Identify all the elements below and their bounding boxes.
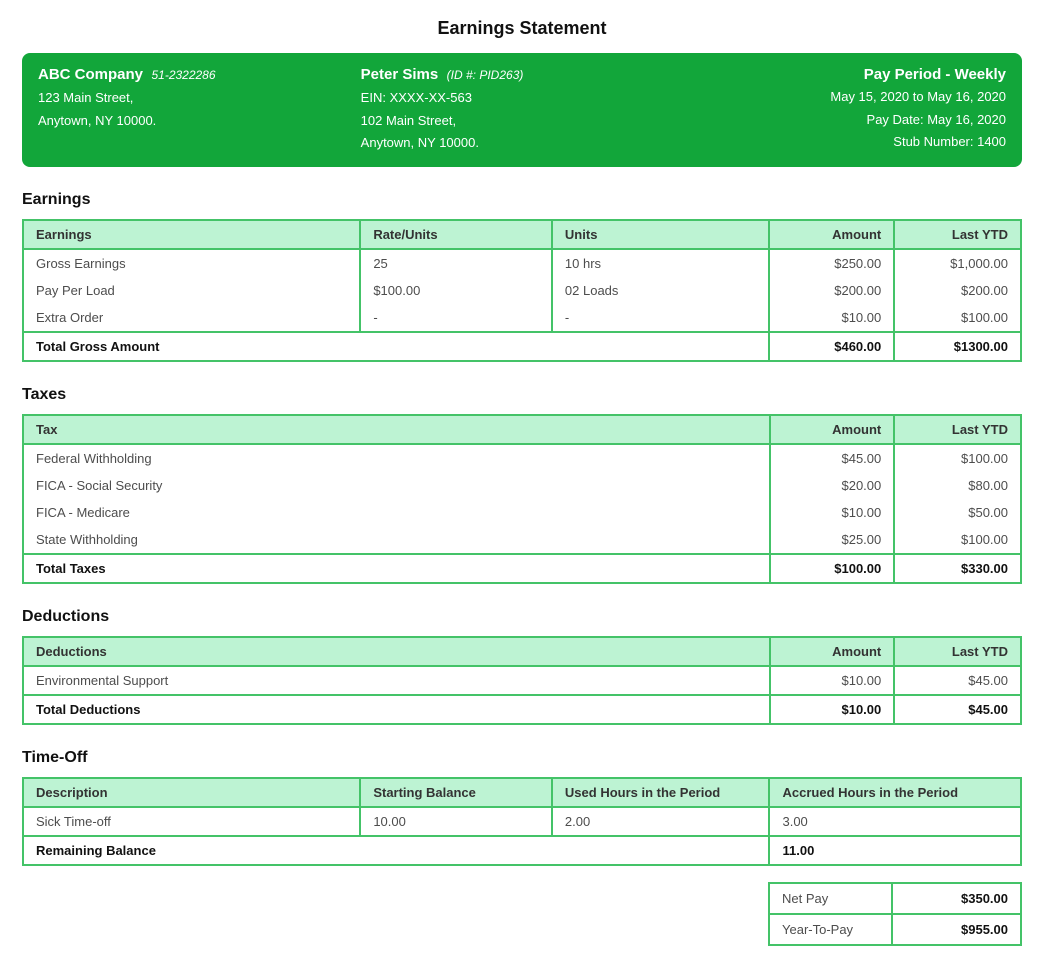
earnings-header-row (23, 220, 1021, 249)
column-header: Amount (770, 637, 895, 666)
tax-name: FICA - Social Security (36, 477, 163, 493)
earning-amount: $250.00 (769, 249, 894, 277)
time-off-used-hours: 2.00 (552, 807, 770, 836)
time-off-section-title: Time-Off (22, 748, 88, 766)
earning-last-ytd: $1,000.00 (894, 249, 1021, 277)
earnings-section-title: Earnings (22, 190, 91, 208)
total-amount: $10.00 (770, 695, 895, 724)
column-header: Last YTD (894, 637, 1021, 666)
employee-info (361, 66, 684, 152)
table-row (23, 499, 1021, 526)
earning-amount: $200.00 (769, 277, 894, 304)
earning-last-ytd: $100.00 (894, 304, 1021, 332)
total-label: Remaining Balance (23, 836, 769, 865)
column-header: Deductions (23, 637, 770, 666)
company-address-line1: 123 Main Street, (38, 90, 134, 105)
tax-last-ytd: $100.00 (894, 526, 1021, 554)
deductions-section (22, 608, 1022, 725)
deductions-header-row (23, 637, 1021, 666)
tax-name: Federal Withholding (36, 450, 152, 466)
table-row (23, 444, 1021, 472)
earning-amount: $10.00 (769, 304, 894, 332)
column-header: Last YTD (894, 220, 1021, 249)
statement-header-band (22, 53, 1022, 167)
earning-units: 02 Loads (552, 277, 770, 304)
tax-last-ytd: $100.00 (894, 444, 1021, 472)
stub-number: Stub Number: 1400 (893, 134, 1007, 150)
time-off-header-row (23, 778, 1021, 807)
remaining-balance-value: 11.00 (769, 836, 1021, 865)
table-row (23, 807, 1021, 836)
column-header: Starting Balance (360, 778, 552, 807)
employee-address-line2: Anytown, NY 10000. (360, 135, 479, 151)
page-title: Earnings Statement (437, 18, 607, 38)
time-off-table (22, 777, 1022, 866)
deductions-table (22, 636, 1022, 725)
earning-rate: - (360, 304, 552, 332)
earnings-section (22, 191, 1022, 362)
taxes-section-title: Taxes (22, 385, 67, 403)
table-row (23, 304, 1021, 332)
total-last-ytd: $1300.00 (894, 332, 1021, 361)
taxes-table (22, 414, 1022, 584)
deductions-section-title: Deductions (22, 607, 110, 625)
tax-name: FICA - Medicare (36, 504, 130, 520)
company-info (38, 66, 361, 152)
total-last-ytd: $330.00 (894, 554, 1021, 583)
total-row (23, 836, 1021, 865)
year-to-pay-label: Year-To-Pay (769, 914, 892, 945)
deduction-last-ytd: $45.00 (894, 666, 1021, 695)
total-label: Total Gross Amount (23, 332, 769, 361)
earning-name: Gross Earnings (36, 255, 126, 271)
pay-date: Pay Date: May 16, 2020 (866, 111, 1007, 127)
column-header: Amount (770, 415, 895, 444)
net-pay-value: $350.00 (892, 883, 1021, 914)
pay-period-info (683, 66, 1006, 152)
deduction-amount: $10.00 (770, 666, 895, 695)
column-header: Amount (769, 220, 894, 249)
company-tax-id: 51-2322286 (151, 68, 216, 82)
earning-name: Pay Per Load (36, 282, 115, 298)
total-amount: $460.00 (769, 332, 894, 361)
column-header: Used Hours in the Period (552, 778, 770, 807)
employee-name: Peter Sims (360, 66, 439, 83)
total-label: Total Deductions (23, 695, 770, 724)
net-pay-label: Net Pay (769, 883, 892, 914)
earning-units: - (552, 304, 770, 332)
column-header: Accrued Hours in the Period (769, 778, 1021, 807)
earning-name: Extra Order (36, 309, 104, 325)
employee-ein: EIN: XXXX-XX-563 (360, 90, 472, 105)
employee-address-line1: 102 Main Street, (360, 112, 457, 128)
deduction-name: Environmental Support (36, 672, 169, 688)
table-row (23, 472, 1021, 499)
table-row (23, 666, 1021, 695)
table-row (769, 914, 1021, 945)
total-row (23, 695, 1021, 724)
table-row (769, 883, 1021, 914)
pay-period-title: Pay Period - Weekly (863, 66, 1007, 83)
time-off-description: Sick Time-off (36, 813, 111, 829)
earning-rate: 25 (360, 249, 552, 277)
column-header: Rate/Units (360, 220, 552, 249)
tax-amount: $25.00 (770, 526, 895, 554)
total-amount: $100.00 (770, 554, 895, 583)
earning-units: 10 hrs (552, 249, 770, 277)
pay-period-range: May 15, 2020 to May 16, 2020 (830, 89, 1007, 104)
tax-last-ytd: $80.00 (894, 472, 1021, 499)
table-row (23, 526, 1021, 554)
tax-amount: $10.00 (770, 499, 895, 526)
year-to-pay-value: $955.00 (892, 914, 1021, 945)
column-header: Earnings (23, 220, 360, 249)
employee-title-row (361, 66, 684, 84)
tax-amount: $45.00 (770, 444, 895, 472)
tax-name: State Withholding (36, 531, 138, 547)
taxes-section (22, 386, 1022, 584)
taxes-header-row (23, 415, 1021, 444)
time-off-accrued-hours: 3.00 (769, 807, 1021, 836)
column-header: Description (23, 778, 360, 807)
total-last-ytd: $45.00 (894, 695, 1021, 724)
earnings-table (22, 219, 1022, 362)
earning-rate: $100.00 (360, 277, 552, 304)
tax-last-ytd: $50.00 (894, 499, 1021, 526)
column-header: Tax (23, 415, 770, 444)
employee-id: (ID #: PID263) (446, 68, 524, 82)
earning-last-ytd: $200.00 (894, 277, 1021, 304)
net-pay-summary (22, 882, 1022, 946)
column-header: Units (552, 220, 770, 249)
total-row (23, 554, 1021, 583)
column-header: Last YTD (894, 415, 1021, 444)
total-label: Total Taxes (23, 554, 770, 583)
time-off-section (22, 749, 1022, 866)
table-row (23, 249, 1021, 277)
total-row (23, 332, 1021, 361)
company-title-row (38, 66, 361, 84)
time-off-starting-balance: 10.00 (360, 807, 552, 836)
company-address-line2: Anytown, NY 10000. (38, 112, 157, 128)
table-row (23, 277, 1021, 304)
net-pay-table (768, 882, 1022, 946)
company-name: ABC Company (38, 66, 144, 83)
tax-amount: $20.00 (770, 472, 895, 499)
